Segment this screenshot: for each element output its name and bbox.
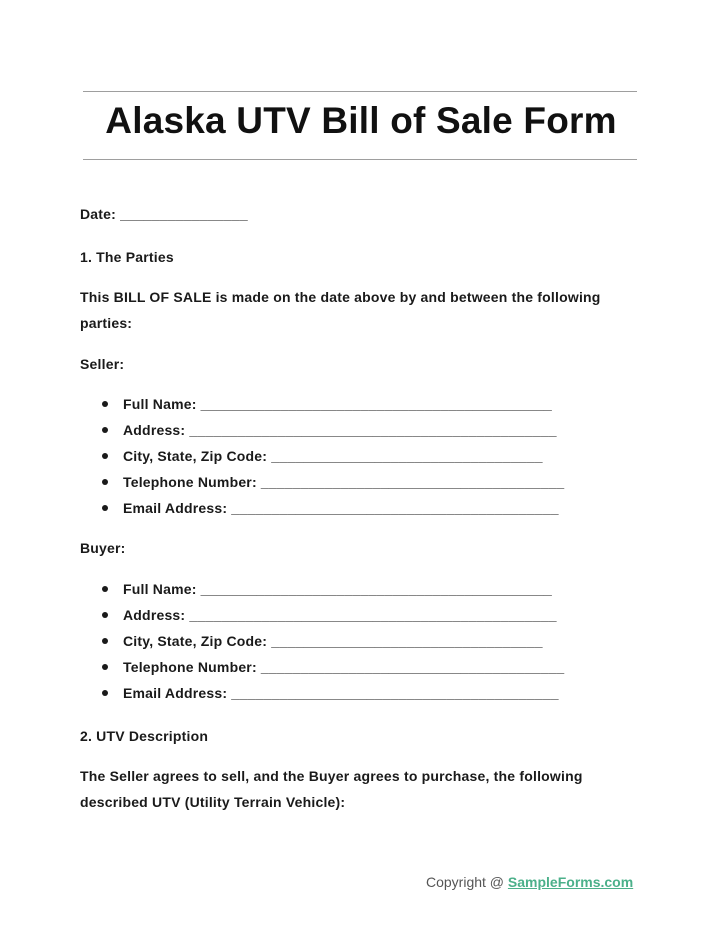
description-text-line-2: described UTV (Utility Terrain Vehicle): — [80, 794, 346, 810]
brand-link[interactable]: SampleForms.com — [507, 874, 634, 890]
bullet-icon — [102, 638, 108, 644]
buyer-telephone-field: Telephone Number: ______________________________________ — [123, 659, 565, 675]
bullet-icon — [102, 612, 108, 618]
copyright-footer — [426, 874, 633, 890]
bullet-icon — [102, 505, 108, 511]
title-top-rule — [83, 91, 637, 92]
bullet-icon — [102, 427, 108, 433]
section-heading-parties: 1. The Parties — [80, 249, 174, 265]
page-title: Alaska UTV Bill of Sale Form — [105, 100, 617, 141]
title-bottom-rule — [83, 159, 637, 160]
bullet-icon — [102, 401, 108, 407]
section-heading-utv-description: 2. UTV Description — [80, 728, 209, 744]
seller-full-name-field: Full Name: ____________________________________________ — [123, 396, 553, 412]
description-text-line-1: The Seller agrees to sell, and the Buyer agrees to purchase, the following — [80, 768, 583, 784]
intro-text-line-2: parties: — [80, 315, 133, 331]
seller-city-state-zip-field: City, State, Zip Code: __________________________________ — [123, 448, 543, 464]
buyer-email-field: Email Address: _________________________________________ — [123, 685, 559, 701]
buyer-full-name-field: Full Name: ____________________________________________ — [123, 581, 553, 597]
date-field: Date: ________________ — [80, 206, 248, 222]
bullet-icon — [102, 453, 108, 459]
bullet-icon — [102, 586, 108, 592]
buyer-city-state-zip-field: City, State, Zip Code: __________________________________ — [123, 633, 543, 649]
buyer-label: Buyer: — [80, 540, 126, 556]
intro-text-line-1: This BILL OF SALE is made on the date above by and between the following — [80, 289, 601, 305]
buyer-address-field: Address: ______________________________________________ — [123, 607, 557, 623]
seller-telephone-field: Telephone Number: ______________________________________ — [123, 474, 565, 490]
bullet-icon — [102, 664, 108, 670]
bullet-icon — [102, 690, 108, 696]
seller-label: Seller: — [80, 356, 125, 372]
bullet-icon — [102, 479, 108, 485]
seller-email-field: Email Address: _________________________________________ — [123, 500, 559, 516]
seller-address-field: Address: ______________________________________________ — [123, 422, 557, 438]
copyright-text: Copyright @ — [426, 874, 508, 890]
